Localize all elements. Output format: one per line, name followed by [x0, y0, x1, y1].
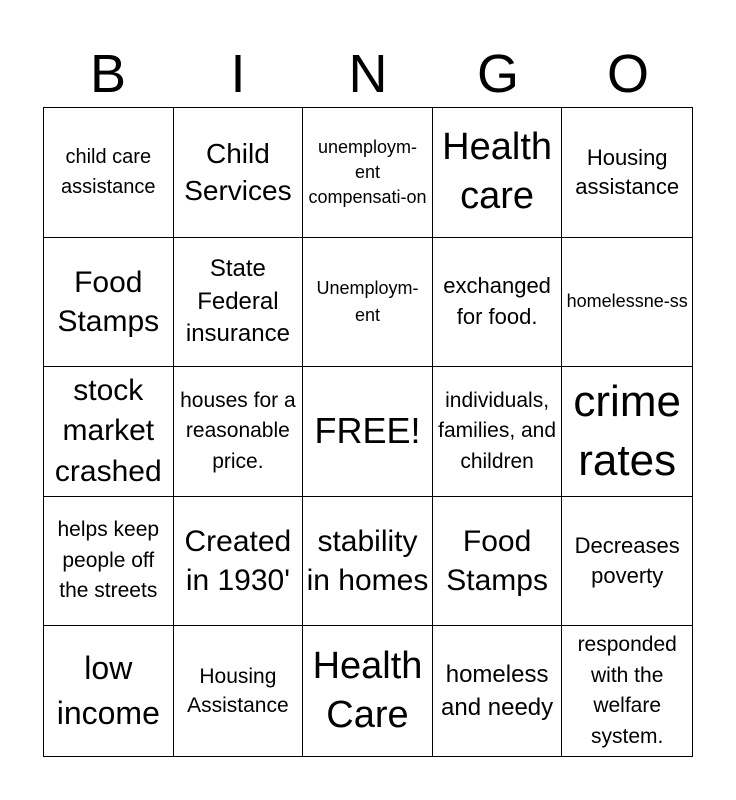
bingo-cell[interactable]: low income: [44, 626, 174, 756]
bingo-cell[interactable]: exchanged for food.: [433, 238, 563, 368]
bingo-cell[interactable]: Health care: [433, 108, 563, 238]
bingo-cell[interactable]: Unemploym-ent: [303, 238, 433, 368]
bingo-cell[interactable]: unemploym-ent compensati-on: [303, 108, 433, 238]
bingo-cell[interactable]: Child Services: [174, 108, 304, 238]
header-letter-n: N: [348, 44, 388, 104]
header-letter-i: I: [230, 44, 246, 104]
bingo-cell[interactable]: Food Stamps: [44, 238, 174, 368]
header-letter-g: G: [476, 44, 519, 104]
bingo-cell[interactable]: houses for a reasonable price.: [174, 367, 304, 497]
bingo-cell[interactable]: State Federal insurance: [174, 238, 304, 368]
bingo-board: [43, 107, 693, 757]
bingo-cell[interactable]: child care assistance: [44, 108, 174, 238]
bingo-cell[interactable]: Housing assistance: [562, 108, 692, 238]
bingo-cell[interactable]: individuals, families, and children: [433, 367, 563, 497]
bingo-cell[interactable]: Food Stamps: [433, 497, 563, 627]
bingo-cell[interactable]: homeless and needy: [433, 626, 563, 756]
bingo-cell[interactable]: Created in 1930': [174, 497, 304, 627]
bingo-cell[interactable]: stock market crashed: [44, 367, 174, 497]
free-space-cell[interactable]: FREE!: [303, 367, 433, 497]
bingo-cell[interactable]: homelessne-ss: [562, 238, 692, 368]
bingo-cell[interactable]: helps keep people off the streets: [44, 497, 174, 627]
bingo-header: [43, 40, 693, 108]
bingo-cell[interactable]: Decreases poverty: [562, 497, 692, 627]
bingo-cell[interactable]: responded with the welfare system.: [577, 633, 677, 748]
bingo-cell[interactable]: Housing Assistance: [174, 626, 304, 756]
bingo-cell[interactable]: crime rates: [562, 367, 692, 497]
bingo-cell[interactable]: Health Care: [303, 626, 433, 756]
bingo-cell[interactable]: stability in homes: [303, 497, 433, 627]
header-letter-b: B: [89, 44, 127, 104]
header-letter-o: O: [606, 44, 649, 104]
